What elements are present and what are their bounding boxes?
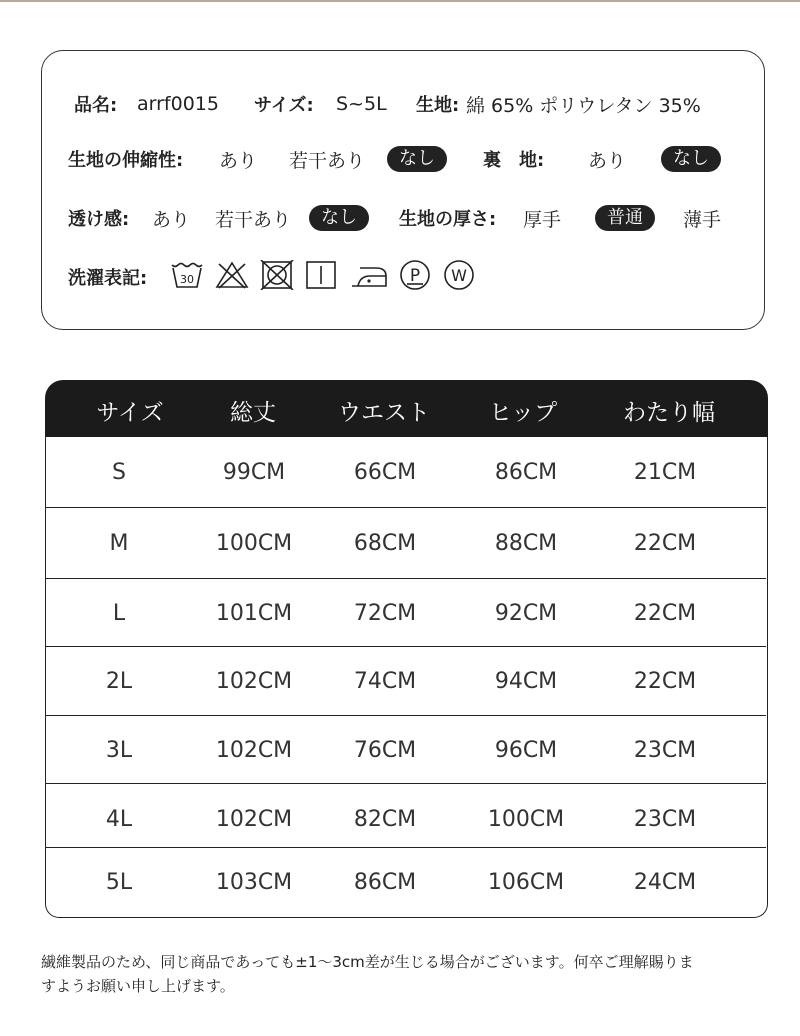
cell-hip: 96CM — [494, 738, 558, 763]
cell-total-length: 103CM — [215, 870, 293, 895]
cell-thigh-width: 23CM — [633, 807, 697, 832]
stretch-label: 生地の伸縮性: — [68, 150, 184, 171]
cell-waist: 74CM — [353, 669, 417, 694]
name-label: 品名: — [74, 95, 118, 116]
cell-thigh-width: 22CM — [633, 601, 697, 626]
cell-thigh-width: 22CM — [633, 669, 697, 694]
cell-waist: 76CM — [353, 738, 417, 763]
sheer-label: 透け感: — [68, 209, 130, 230]
cell-thigh-width: 22CM — [633, 531, 697, 556]
care-symbols — [170, 258, 476, 292]
cell-thigh-width: 23CM — [633, 738, 697, 763]
cell-hip: 100CM — [487, 807, 565, 832]
sheer-option-yes: あり — [152, 208, 191, 231]
cell-size: 5L — [105, 870, 133, 895]
cell-waist: 82CM — [353, 807, 417, 832]
cell-waist: 86CM — [353, 870, 417, 895]
cell-size: L — [112, 601, 126, 626]
top-divider — [0, 0, 800, 2]
cell-hip: 88CM — [494, 531, 558, 556]
lining-option-yes: あり — [588, 149, 627, 172]
size-table — [45, 380, 768, 918]
thickness-option-normal-selected: 普通 — [595, 205, 655, 231]
no-bleach-icon — [214, 260, 250, 290]
table-row — [46, 578, 766, 647]
wet-clean-w-icon — [442, 258, 476, 292]
thickness-option-thin: 薄手 — [683, 208, 722, 231]
cell-total-length: 99CM — [222, 460, 286, 485]
cell-thigh-width: 24CM — [633, 870, 697, 895]
product-info-box — [41, 50, 765, 330]
line-dry-icon — [304, 260, 338, 290]
fabric-label: 生地: — [416, 95, 460, 116]
no-tumble-dry-icon — [260, 260, 294, 290]
lining-label: 裏 地: — [483, 150, 545, 171]
name-value: arrf0015 — [137, 93, 219, 115]
fabric-value: 綿 65% ポリウレタン 35% — [466, 94, 701, 117]
stretch-option-none-selected: なし — [387, 146, 447, 172]
header-hip: ヒップ — [488, 400, 558, 426]
table-row — [46, 783, 766, 848]
stretch-option-slight: 若干あり — [289, 149, 366, 172]
care-label: 洗濯表記: — [68, 268, 148, 289]
table-row — [46, 646, 766, 716]
wash-temp-text: 30 — [180, 273, 194, 286]
table-body — [45, 437, 768, 918]
table-row — [46, 847, 766, 917]
measurement-note — [41, 950, 766, 998]
table-row — [46, 437, 766, 508]
cell-total-length: 102CM — [215, 807, 293, 832]
header-total-length: 総丈 — [230, 400, 276, 426]
sheer-option-none-selected: なし — [309, 205, 369, 231]
size-label: サイズ: — [254, 95, 314, 116]
cell-total-length: 102CM — [215, 738, 293, 763]
table-row — [46, 715, 766, 784]
note-line-1: 繊維製品のため、同じ商品であっても±1～3cm差が生じる場合がございます。何卒ご理解賜りま — [41, 953, 694, 971]
stretch-option-yes: あり — [219, 149, 258, 172]
size-value: S~5L — [336, 93, 387, 115]
cell-size: 3L — [105, 738, 133, 763]
cell-size: 4L — [105, 807, 133, 832]
cell-total-length: 101CM — [215, 601, 293, 626]
cell-total-length: 100CM — [215, 531, 293, 556]
cell-thigh-width: 21CM — [633, 460, 697, 485]
dry-clean-letter: P — [409, 266, 421, 286]
cell-waist: 68CM — [353, 531, 417, 556]
cell-hip: 92CM — [494, 601, 558, 626]
wet-clean-letter: W — [451, 266, 467, 285]
cell-hip: 86CM — [494, 460, 558, 485]
header-thigh-width: わたり幅 — [623, 400, 715, 426]
cell-hip: 106CM — [487, 870, 565, 895]
thickness-option-thick: 厚手 — [523, 208, 562, 231]
dry-clean-p-icon — [398, 258, 432, 292]
cell-waist: 72CM — [353, 601, 417, 626]
table-row — [46, 507, 766, 579]
thickness-label: 生地の厚さ: — [399, 209, 497, 230]
note-line-2: すようお願い申し上げます。 — [41, 977, 235, 995]
cell-hip: 94CM — [494, 669, 558, 694]
cell-waist: 66CM — [353, 460, 417, 485]
cell-total-length: 102CM — [215, 669, 293, 694]
cell-size: 2L — [105, 669, 133, 694]
header-size: サイズ — [96, 400, 164, 426]
table-header — [45, 380, 768, 437]
sheer-option-slight: 若干あり — [215, 208, 292, 231]
iron-low-icon — [348, 260, 388, 290]
wash-30-icon — [170, 260, 204, 290]
cell-size: S — [112, 460, 126, 485]
lining-option-none-selected: なし — [661, 146, 721, 172]
cell-size: M — [109, 531, 129, 556]
header-waist: ウエスト — [338, 400, 430, 426]
